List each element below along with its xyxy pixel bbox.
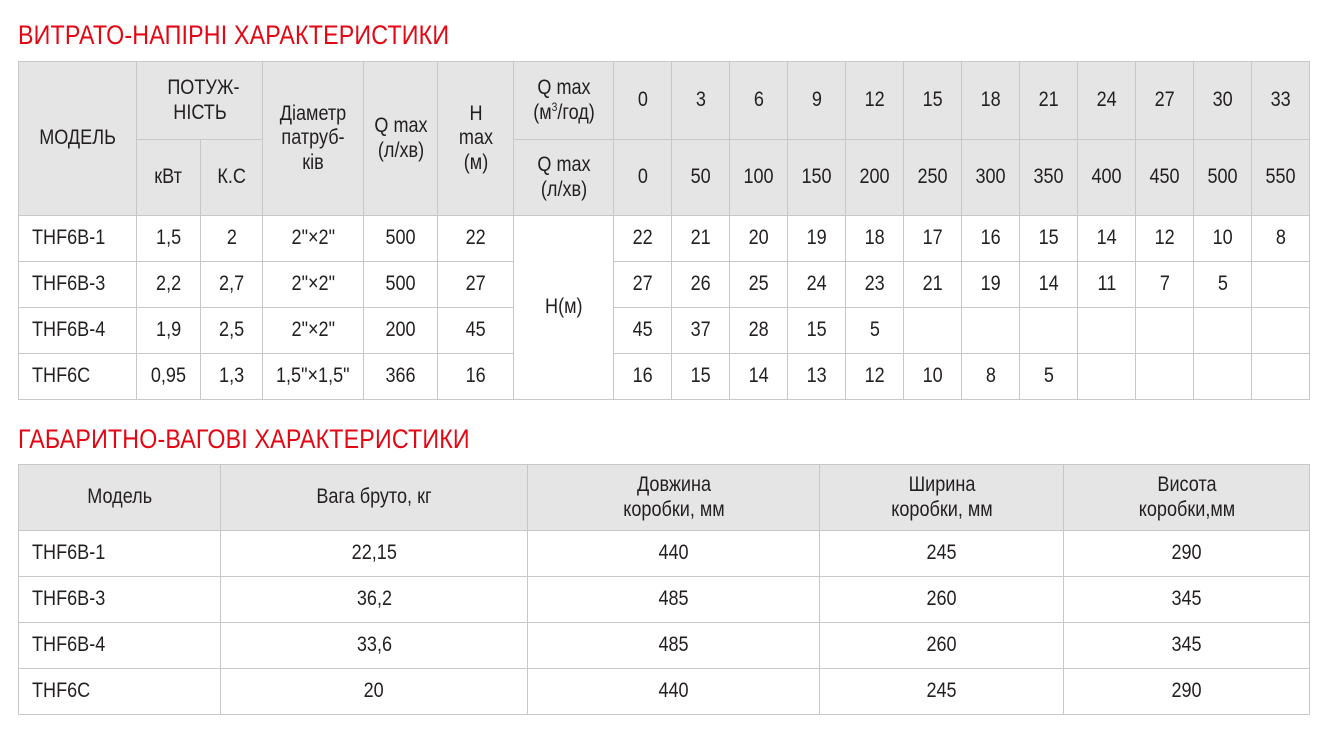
table-row xyxy=(19,623,1310,669)
q-lpm-cell: 100 xyxy=(730,140,788,216)
dimensions-section-title: ГАБАРИТНО-ВАГОВІ ХАРАКТЕРИСТИКИ xyxy=(18,424,470,454)
h-value-cell xyxy=(1020,308,1078,354)
h-value-cell: 10 xyxy=(1194,216,1252,262)
model-cell: THF6B-3 xyxy=(19,262,137,308)
q-m3h-cell: 3 xyxy=(672,62,730,140)
model-cell: THF6C xyxy=(19,669,221,715)
q-lpm-cell: 250 xyxy=(904,140,962,216)
h-value-cell xyxy=(904,308,962,354)
width-cell: 260 xyxy=(820,623,1064,669)
qmax-cell: 200 xyxy=(364,308,438,354)
qmax-cell: 500 xyxy=(364,216,438,262)
h-value-cell: 12 xyxy=(1136,216,1194,262)
h-value-cell: 13 xyxy=(788,354,846,400)
height-cell: 345 xyxy=(1064,623,1310,669)
q-lpm-cell: 50 xyxy=(672,140,730,216)
width-cell: 245 xyxy=(820,531,1064,577)
header-box-length: Довжина коробки, мм xyxy=(528,465,820,531)
h-value-cell: 23 xyxy=(846,262,904,308)
height-cell: 290 xyxy=(1064,669,1310,715)
q-m3h-cell: 0 xyxy=(614,62,672,140)
h-value-cell: 14 xyxy=(730,354,788,400)
h-value-cell: 37 xyxy=(672,308,730,354)
h-value-cell: 12 xyxy=(846,354,904,400)
h-value-cell: 24 xyxy=(788,262,846,308)
weight-cell: 33,6 xyxy=(221,623,528,669)
header-weight: Вага бруто, кг xyxy=(221,465,528,531)
height-cell: 290 xyxy=(1064,531,1310,577)
h-value-cell: 10 xyxy=(904,354,962,400)
h-value-cell: 21 xyxy=(904,262,962,308)
model-cell: THF6C xyxy=(19,354,137,400)
h-value-cell: 16 xyxy=(614,354,672,400)
table-row xyxy=(19,308,1310,354)
header-row-q-lpm xyxy=(19,140,1310,216)
performance-table xyxy=(18,61,1310,400)
table-row xyxy=(19,531,1310,577)
q-m3h-cell: 15 xyxy=(904,62,962,140)
h-value-cell: 7 xyxy=(1136,262,1194,308)
h-value-cell: 21 xyxy=(672,216,730,262)
h-value-cell: 19 xyxy=(788,216,846,262)
header-power: ПОТУЖ-НІСТЬ xyxy=(137,62,263,140)
h-value-cell xyxy=(1136,354,1194,400)
table-row xyxy=(19,577,1310,623)
h-value-cell: 18 xyxy=(846,216,904,262)
weight-cell: 20 xyxy=(221,669,528,715)
q-m3h-cell: 12 xyxy=(846,62,904,140)
header-hp: К.С xyxy=(201,140,263,216)
header-row-q-m3h xyxy=(19,62,1310,140)
header-box-width: Ширина коробки, мм xyxy=(820,465,1064,531)
h-value-cell: 15 xyxy=(788,308,846,354)
header-qmax-lpm: Q max (л/хв) xyxy=(514,140,614,216)
h-value-cell xyxy=(1136,308,1194,354)
h-value-cell: 5 xyxy=(1194,262,1252,308)
h-value-cell: 26 xyxy=(672,262,730,308)
h-value-cell xyxy=(962,308,1020,354)
h-value-cell: 14 xyxy=(1020,262,1078,308)
length-cell: 440 xyxy=(528,531,820,577)
table-row xyxy=(19,354,1310,400)
h-value-cell xyxy=(1194,354,1252,400)
q-m3h-cell: 27 xyxy=(1136,62,1194,140)
h-value-cell: 14 xyxy=(1078,216,1136,262)
kw-cell: 1,5 xyxy=(137,216,201,262)
q-lpm-cell: 0 xyxy=(614,140,672,216)
h-value-cell: 45 xyxy=(614,308,672,354)
hmax-cell: 16 xyxy=(438,354,514,400)
width-cell: 260 xyxy=(820,577,1064,623)
table-row xyxy=(19,669,1310,715)
q-lpm-cell: 200 xyxy=(846,140,904,216)
h-value-cell xyxy=(1252,354,1310,400)
q-lpm-cell: 300 xyxy=(962,140,1020,216)
diameter-cell: 2"×2" xyxy=(263,262,364,308)
header-qmax: Q max (л/хв) xyxy=(364,62,438,216)
qmax-cell: 500 xyxy=(364,262,438,308)
table-row xyxy=(19,262,1310,308)
length-cell: 485 xyxy=(528,577,820,623)
q-lpm-cell: 400 xyxy=(1078,140,1136,216)
h-value-cell: 25 xyxy=(730,262,788,308)
h-value-cell: 20 xyxy=(730,216,788,262)
length-cell: 485 xyxy=(528,623,820,669)
model-cell: THF6B-3 xyxy=(19,577,221,623)
q-lpm-cell: 500 xyxy=(1194,140,1252,216)
q-m3h-cell: 21 xyxy=(1020,62,1078,140)
q-lpm-cell: 450 xyxy=(1136,140,1194,216)
hp-cell: 2,7 xyxy=(201,262,263,308)
hmax-cell: 22 xyxy=(438,216,514,262)
h-value-cell: 16 xyxy=(962,216,1020,262)
header-row xyxy=(19,465,1310,531)
model-cell: THF6B-4 xyxy=(19,308,137,354)
width-cell: 245 xyxy=(820,669,1064,715)
diameter-cell: 2"×2" xyxy=(263,216,364,262)
hmax-cell: 27 xyxy=(438,262,514,308)
q-lpm-cell: 350 xyxy=(1020,140,1078,216)
hp-cell: 1,3 xyxy=(201,354,263,400)
h-value-cell: 5 xyxy=(1020,354,1078,400)
header-model: Модель xyxy=(19,465,221,531)
weight-cell: 22,15 xyxy=(221,531,528,577)
weight-cell: 36,2 xyxy=(221,577,528,623)
q-m3h-cell: 9 xyxy=(788,62,846,140)
hmax-cell: 45 xyxy=(438,308,514,354)
h-value-cell: 15 xyxy=(672,354,730,400)
h-value-cell: 22 xyxy=(614,216,672,262)
model-cell: THF6B-1 xyxy=(19,216,137,262)
model-cell: THF6B-1 xyxy=(19,531,221,577)
h-value-cell: 15 xyxy=(1020,216,1078,262)
header-kw: кВт xyxy=(137,140,201,216)
height-cell: 345 xyxy=(1064,577,1310,623)
q-m3h-cell: 30 xyxy=(1194,62,1252,140)
header-qmax-m3h: Q $\max (м^3/год)$ xyxy=(514,62,614,140)
qmax-cell: 366 xyxy=(364,354,438,400)
diameter-cell: 1,5"×1,5" xyxy=(263,354,364,400)
q-lpm-cell: 150 xyxy=(788,140,846,216)
dimensions-table xyxy=(18,464,1310,715)
h-value-cell: 27 xyxy=(614,262,672,308)
q-lpm-cell: 550 xyxy=(1252,140,1310,216)
h-value-cell: 8 xyxy=(1252,216,1310,262)
hp-cell: 2,5 xyxy=(201,308,263,354)
h-value-cell xyxy=(1078,354,1136,400)
q-m3h-cell: 33 xyxy=(1252,62,1310,140)
h-value-cell xyxy=(1252,262,1310,308)
q-m3h-cell: 18 xyxy=(962,62,1020,140)
diameter-cell: 2"×2" xyxy=(263,308,364,354)
kw-cell: 0,95 xyxy=(137,354,201,400)
h-value-cell: 5 xyxy=(846,308,904,354)
header-model: МОДЕЛЬ xyxy=(19,62,137,216)
header-box-height: Висота коробки,мм xyxy=(1064,465,1310,531)
h-value-cell xyxy=(1194,308,1252,354)
hp-cell: 2 xyxy=(201,216,263,262)
header-diameter: Діаметр патруб-ків xyxy=(263,62,364,216)
h-value-cell: 8 xyxy=(962,354,1020,400)
model-cell: THF6B-4 xyxy=(19,623,221,669)
h-value-cell: 19 xyxy=(962,262,1020,308)
h-label-cell: H(м) xyxy=(514,216,614,400)
h-value-cell: 11 xyxy=(1078,262,1136,308)
h-value-cell xyxy=(1252,308,1310,354)
q-m3h-cell: 6 xyxy=(730,62,788,140)
h-value-cell: 28 xyxy=(730,308,788,354)
table-row xyxy=(19,216,1310,262)
h-value-cell: 17 xyxy=(904,216,962,262)
kw-cell: 2,2 xyxy=(137,262,201,308)
q-m3h-cell: 24 xyxy=(1078,62,1136,140)
header-hmax: H max (м) xyxy=(438,62,514,216)
length-cell: 440 xyxy=(528,669,820,715)
kw-cell: 1,9 xyxy=(137,308,201,354)
performance-section-title: ВИТРАТО-НАПІРНІ ХАРАКТЕРИСТИКИ xyxy=(18,20,450,50)
h-value-cell xyxy=(1078,308,1136,354)
